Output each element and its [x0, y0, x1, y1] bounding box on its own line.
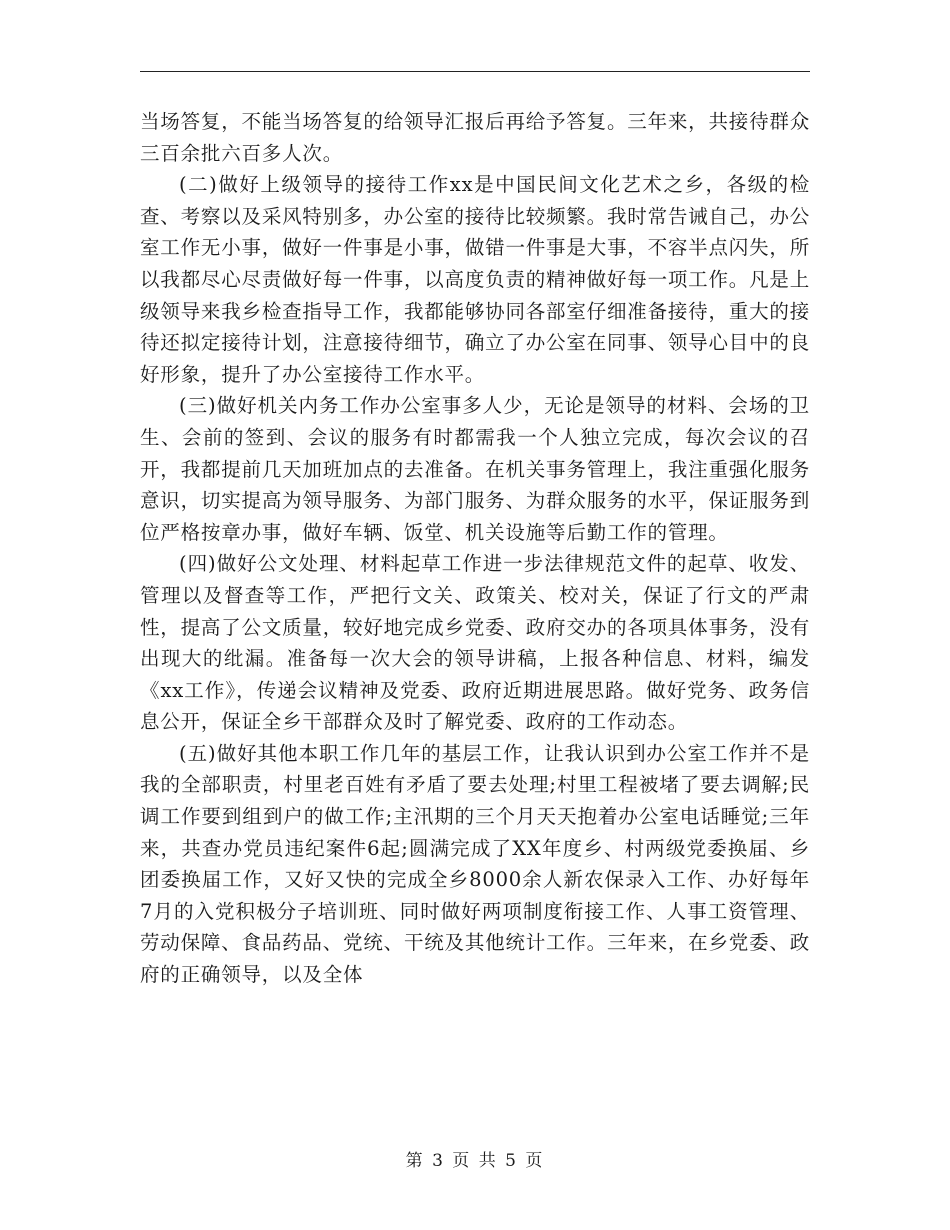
paragraph-document-handling: (四)做好公文处理、材料起草工作进一步法律规范文件的起草、收发、管理以及督查等工作，严把行文关、政策关、校对关，保证了行文的严肃性，提高了公文质量，较好地完成乡党委、政府交办的各项具体事务，没有出现大的纰漏。准备每一次大会的领导讲稿，上报各种信息、材料，编发《xx工作》，传递会议精神及党委、政府近期进展思路。做好党务、政务信息公开，保证全乡干部群众及时了解党委、政府的工作动态。 [140, 552, 810, 734]
page-number-footer: 第 3 页 共 5 页 [405, 1151, 545, 1171]
paragraph-reception-of-leaders: (二)做好上级领导的接待工作xx是中国民间文化艺术之乡，各级的检查、考察以及采风特别多，办公室的接待比较频繁。我时常告诫自己，办公室工作无小事，做好一件事是小事，做错一件事是大事，不容半点闪失，所以我都尽心尽责做好每一件事，以高度负责的精神做好每一项工作。凡是上级领导来我乡检查指导工作，我都能够协同各部室仔细准备接待，重大的接待还拟定接待计划，注意接待细节，确立了办公室在同事、领导心目中的良好形象，提升了办公室接待工作水平。 [140, 173, 810, 386]
body-text [140, 106, 810, 991]
paragraph-internal-affairs: (三)做好机关内务工作办公室事多人少，无论是领导的材料、会场的卫生、会前的签到、会议的服务有时都需我一个人独立完成，每次会议的召开，我都提前几天加班加点的去准备。在机关事务管理上，我注重强化服务意识，切实提高为领导服务、为部门服务、为群众服务的水平，保证服务到位严格按章办事，做好车辆、饭堂、机关设施等后勤工作的管理。 [140, 394, 810, 544]
header-rule [140, 71, 810, 72]
paragraph-other-duties: (五)做好其他本职工作几年的基层工作，让我认识到办公室工作并不是我的全部职责，村里老百姓有矛盾了要去处理;村里工程被堵了要去调解;民调工作要到组到户的做工作;主汛期的三个月天天抱着办公室电话睡觉;三年来，共查办党员违纪案件6起;圆满完成了XX年度乡、村两级党委换届、乡团委换届工作，又好又快的完成全乡8000余人新农保录入工作、办好每年7月的入党积极分子培训班、同时做好两项制度衔接工作、人事工资管理、劳动保障、食品药品、党统、干统及其他统计工作。三年来，在乡党委、政府的正确领导，以及全体 [140, 741, 810, 987]
paragraph-continuation: 当场答复，不能当场答复的给领导汇报后再给予答复。三年来，共接待群众三百余批六百多人次。 [140, 110, 810, 165]
